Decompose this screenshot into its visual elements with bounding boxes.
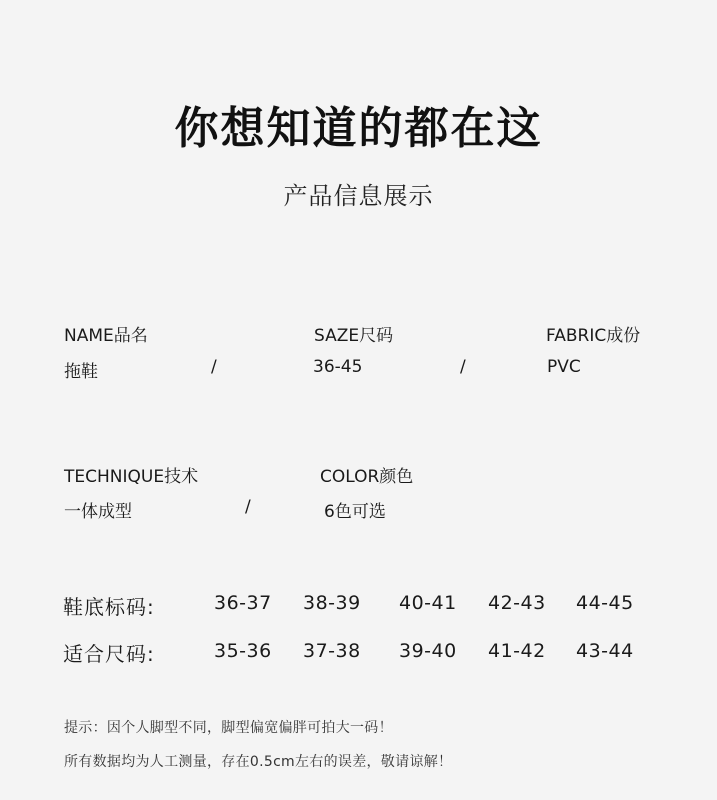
size-cell: 41-42 [488,640,546,662]
size-cell: 38-39 [303,592,361,614]
separator-3: / [245,497,251,517]
name-label: NAME品名 [64,326,148,346]
fabric-value: PVC [547,357,581,377]
size-cell: 44-45 [576,592,634,614]
page-subtitle: 产品信息展示 [283,182,434,210]
size-cell: 42-43 [488,592,546,614]
note-line-1: 提示：因个人脚型不同，脚型偏宽偏胖可拍大一码！ [64,720,393,736]
size-cell: 36-37 [214,592,272,614]
technique-label: TECHNIQUE技术 [64,467,199,487]
size-value: 36-45 [313,357,363,377]
separator-1: / [211,357,217,377]
color-label: COLOR颜色 [320,467,414,487]
fit-size-header: 适合尺码: [63,642,155,666]
size-cell: 37-38 [303,640,361,662]
size-label: SAZE尺码 [314,326,394,346]
page-title: 你想知道的都在这 [174,103,543,154]
color-value: 6色可选 [324,502,386,522]
size-cell: 39-40 [399,640,457,662]
sole-size-header: 鞋底标码: [63,595,155,619]
size-cell: 43-44 [576,640,634,662]
size-cell: 35-36 [214,640,272,662]
technique-value: 一体成型 [64,502,132,522]
separator-2: / [460,357,466,377]
size-cell: 40-41 [399,592,457,614]
note-line-2: 所有数据均为人工测量，存在0.5cm左右的误差，敬请谅解！ [64,754,453,770]
fabric-label: FABRIC成份 [546,326,641,346]
name-value: 拖鞋 [64,362,98,382]
